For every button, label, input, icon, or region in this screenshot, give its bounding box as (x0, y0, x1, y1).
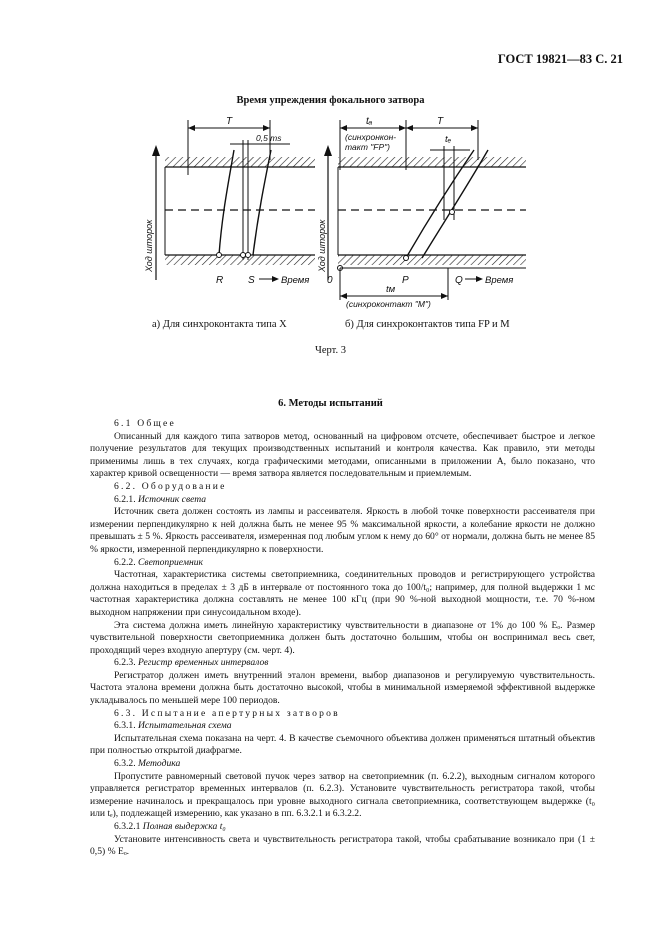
heading-6-3-2-1-num: 6.3.2.1 (114, 821, 141, 832)
figure-title: Время упреждения фокального затвора (236, 95, 425, 106)
heading-6-3-2-title: Методика (138, 758, 181, 770)
right-bottom-hatch (338, 255, 526, 265)
right-y-axis-label: Ход шторок (317, 219, 327, 272)
heading-6-3-2-1 (90, 821, 595, 834)
left-time-axis-label: Время (281, 275, 310, 286)
caption-b: б) Для синхроконтактов типа FP и M (345, 319, 510, 330)
heading-6-2-3-title: Регистр временных интервалов (138, 657, 269, 669)
paragraph-6-2-2-a: Частотная, характеристика системы светоприемника, соединительных проводов и регистрирующего устройства должна находиться в пределах ± 3 дБ в интервале от постоянного тока до 100/t₀; например, для полной выдержки 1 мс частотная характеристика должна составлять не менее 100 кГц (при 90 %-ной выходной мощности, т.е. 70 %-ном выходном напряжении при синусоидальном входе). (90, 569, 595, 618)
heading-6-3-1-num: 6.3.1. (114, 720, 136, 732)
caption-a: а) Для синхроконтакта типа X (152, 319, 287, 330)
heading-6-3-1-title: Испытательная схема (138, 720, 232, 732)
right-diagram (317, 116, 526, 309)
section-title: 6. Методы испытаний (278, 398, 383, 409)
heading-6-2: 6.2. Оборудование (114, 480, 227, 492)
left-label-S: S (248, 275, 255, 286)
right-label-tm: tм (386, 284, 396, 295)
heading-6-3: 6.3. Испытание апертурных затворов (114, 707, 340, 719)
left-bottom-hatch (165, 255, 315, 265)
right-sync-fp-line1: (синхронкон- (345, 132, 397, 142)
figure-number: Черт. 3 (315, 345, 346, 356)
shutter-diagrams (0, 0, 661, 320)
left-label-R: R (216, 275, 224, 286)
heading-6-2-1-title: Источник света (138, 493, 207, 505)
heading-6-2-1-num: 6.2.1. (114, 493, 136, 505)
paragraph-6-2-3: Регистратор должен иметь внутренний эталон времени, выбор диапазонов и регулируемую чувствительность. Частота эталона времени должна быть достаточно высокой, чтобы в минимальной измеряемой эффективной выдержке укладывалось по меньшей мере 100 периодов. (90, 669, 595, 707)
heading-6-2-3 (90, 657, 595, 670)
left-y-axis-label: Ход шторок (144, 219, 154, 272)
heading-6-2-1 (90, 494, 595, 507)
left-label-05ms: 0,5 ms (256, 133, 282, 143)
right-label-tc: tₑ (445, 134, 452, 145)
heading-6-2-2-num: 6.2.2. (114, 556, 136, 568)
right-sync-fp-line2: такт "FP") (345, 142, 390, 152)
paragraph-6-1: Описанный для каждого типа затворов метод, основанный на цифровом отсчете, обеспечивает быстрое и легкое получение результатов для текущих производственных испытаний и контроля качества. Как правило, эти методы применимы лишь в тех случаях, когда графическими методами, описанными в приложении А, было показано, что характер кривой освещенности — время затвора является последовательным и приемлемым. (90, 430, 595, 480)
document-header: ГОСТ 19821—83 С. 21 (497, 52, 623, 66)
document-body (90, 418, 595, 859)
heading-6-3-2-1-title: Полная выдержка t₀ (142, 821, 226, 832)
right-label-0: 0 (327, 275, 333, 286)
right-label-Q: Q (455, 275, 463, 286)
heading-6-2-2 (90, 557, 595, 570)
paragraph-6-3-1: Испытательная схема показана на черт. 4. В качестве съемочного объектива должен применяться штатный объектив при полностью открытой диафрагме. (90, 732, 595, 757)
left-diagram (144, 116, 315, 286)
paragraph-6-3-2: Пропустите равномерный световой пучок через затвор на светоприемник (п. 6.2.2), выходным сигналом которого управляется регистратор временных интервалов (п. 6.2.3). Установите чувствительность регистратора такой, чтобы измерение начиналось и прекращалось при уровне выходного сигнала светоприемника, соответствующем выдержке (t₀ или tₑ), подлежащей измерению, как указано в пп. 6.3.2.1 и 6.3.2.2. (90, 770, 595, 820)
paragraph-6-2-2-b: Эта система должна иметь линейную характеристику чувствительности в диапазоне от 1% до 100 % Eₒ. Размер чувствительной поверхности светоприемника должен быть достаточно большим, чтобы он воспринимал весь свет, проходящий через входную апертуру (см. черт. 4). (90, 619, 595, 656)
right-y-axis-arrow (324, 145, 332, 156)
paragraph-6-3-2-1: Установите интенсивность света и чувствительность регистратора такой, чтобы срабатывание возникало при (1 ± 0,5) % Eₒ. (90, 833, 595, 858)
paragraph-6-2-1: Источник света должен состоять из лампы и рассеивателя. Яркость в любой точке поверхности рассеивателя при измерении перпендикулярно к ней должна быть не менее 95 % максимальной яркости, а колебание яркости не должно превышать ± 5 %. Яркость рассеивателя, измеренная под любым углом к нему до 60° от нормали, должна быть не менее 85 % яркости, измеренной перпендикулярно к поверхности. (90, 506, 595, 555)
left-y-axis-arrow (152, 145, 160, 156)
left-label-T: T (226, 116, 233, 127)
heading-6-2-3-num: 6.2.3. (114, 657, 136, 669)
right-sync-m: (синхроконтакт "М") (346, 299, 431, 309)
right-time-axis-label: Время (485, 275, 514, 286)
right-top-hatch (338, 157, 526, 167)
heading-6-3-2-num: 6.3.2. (114, 758, 136, 770)
heading-6-1: 6.1 Общее (114, 418, 176, 429)
right-label-T: T (437, 116, 444, 127)
right-label-td: tₐ (366, 116, 373, 127)
heading-6-3-2 (90, 758, 595, 771)
right-label-P: P (402, 275, 409, 286)
heading-6-2-2-title: Светоприемник (138, 556, 203, 568)
heading-6-3-1 (90, 720, 595, 733)
